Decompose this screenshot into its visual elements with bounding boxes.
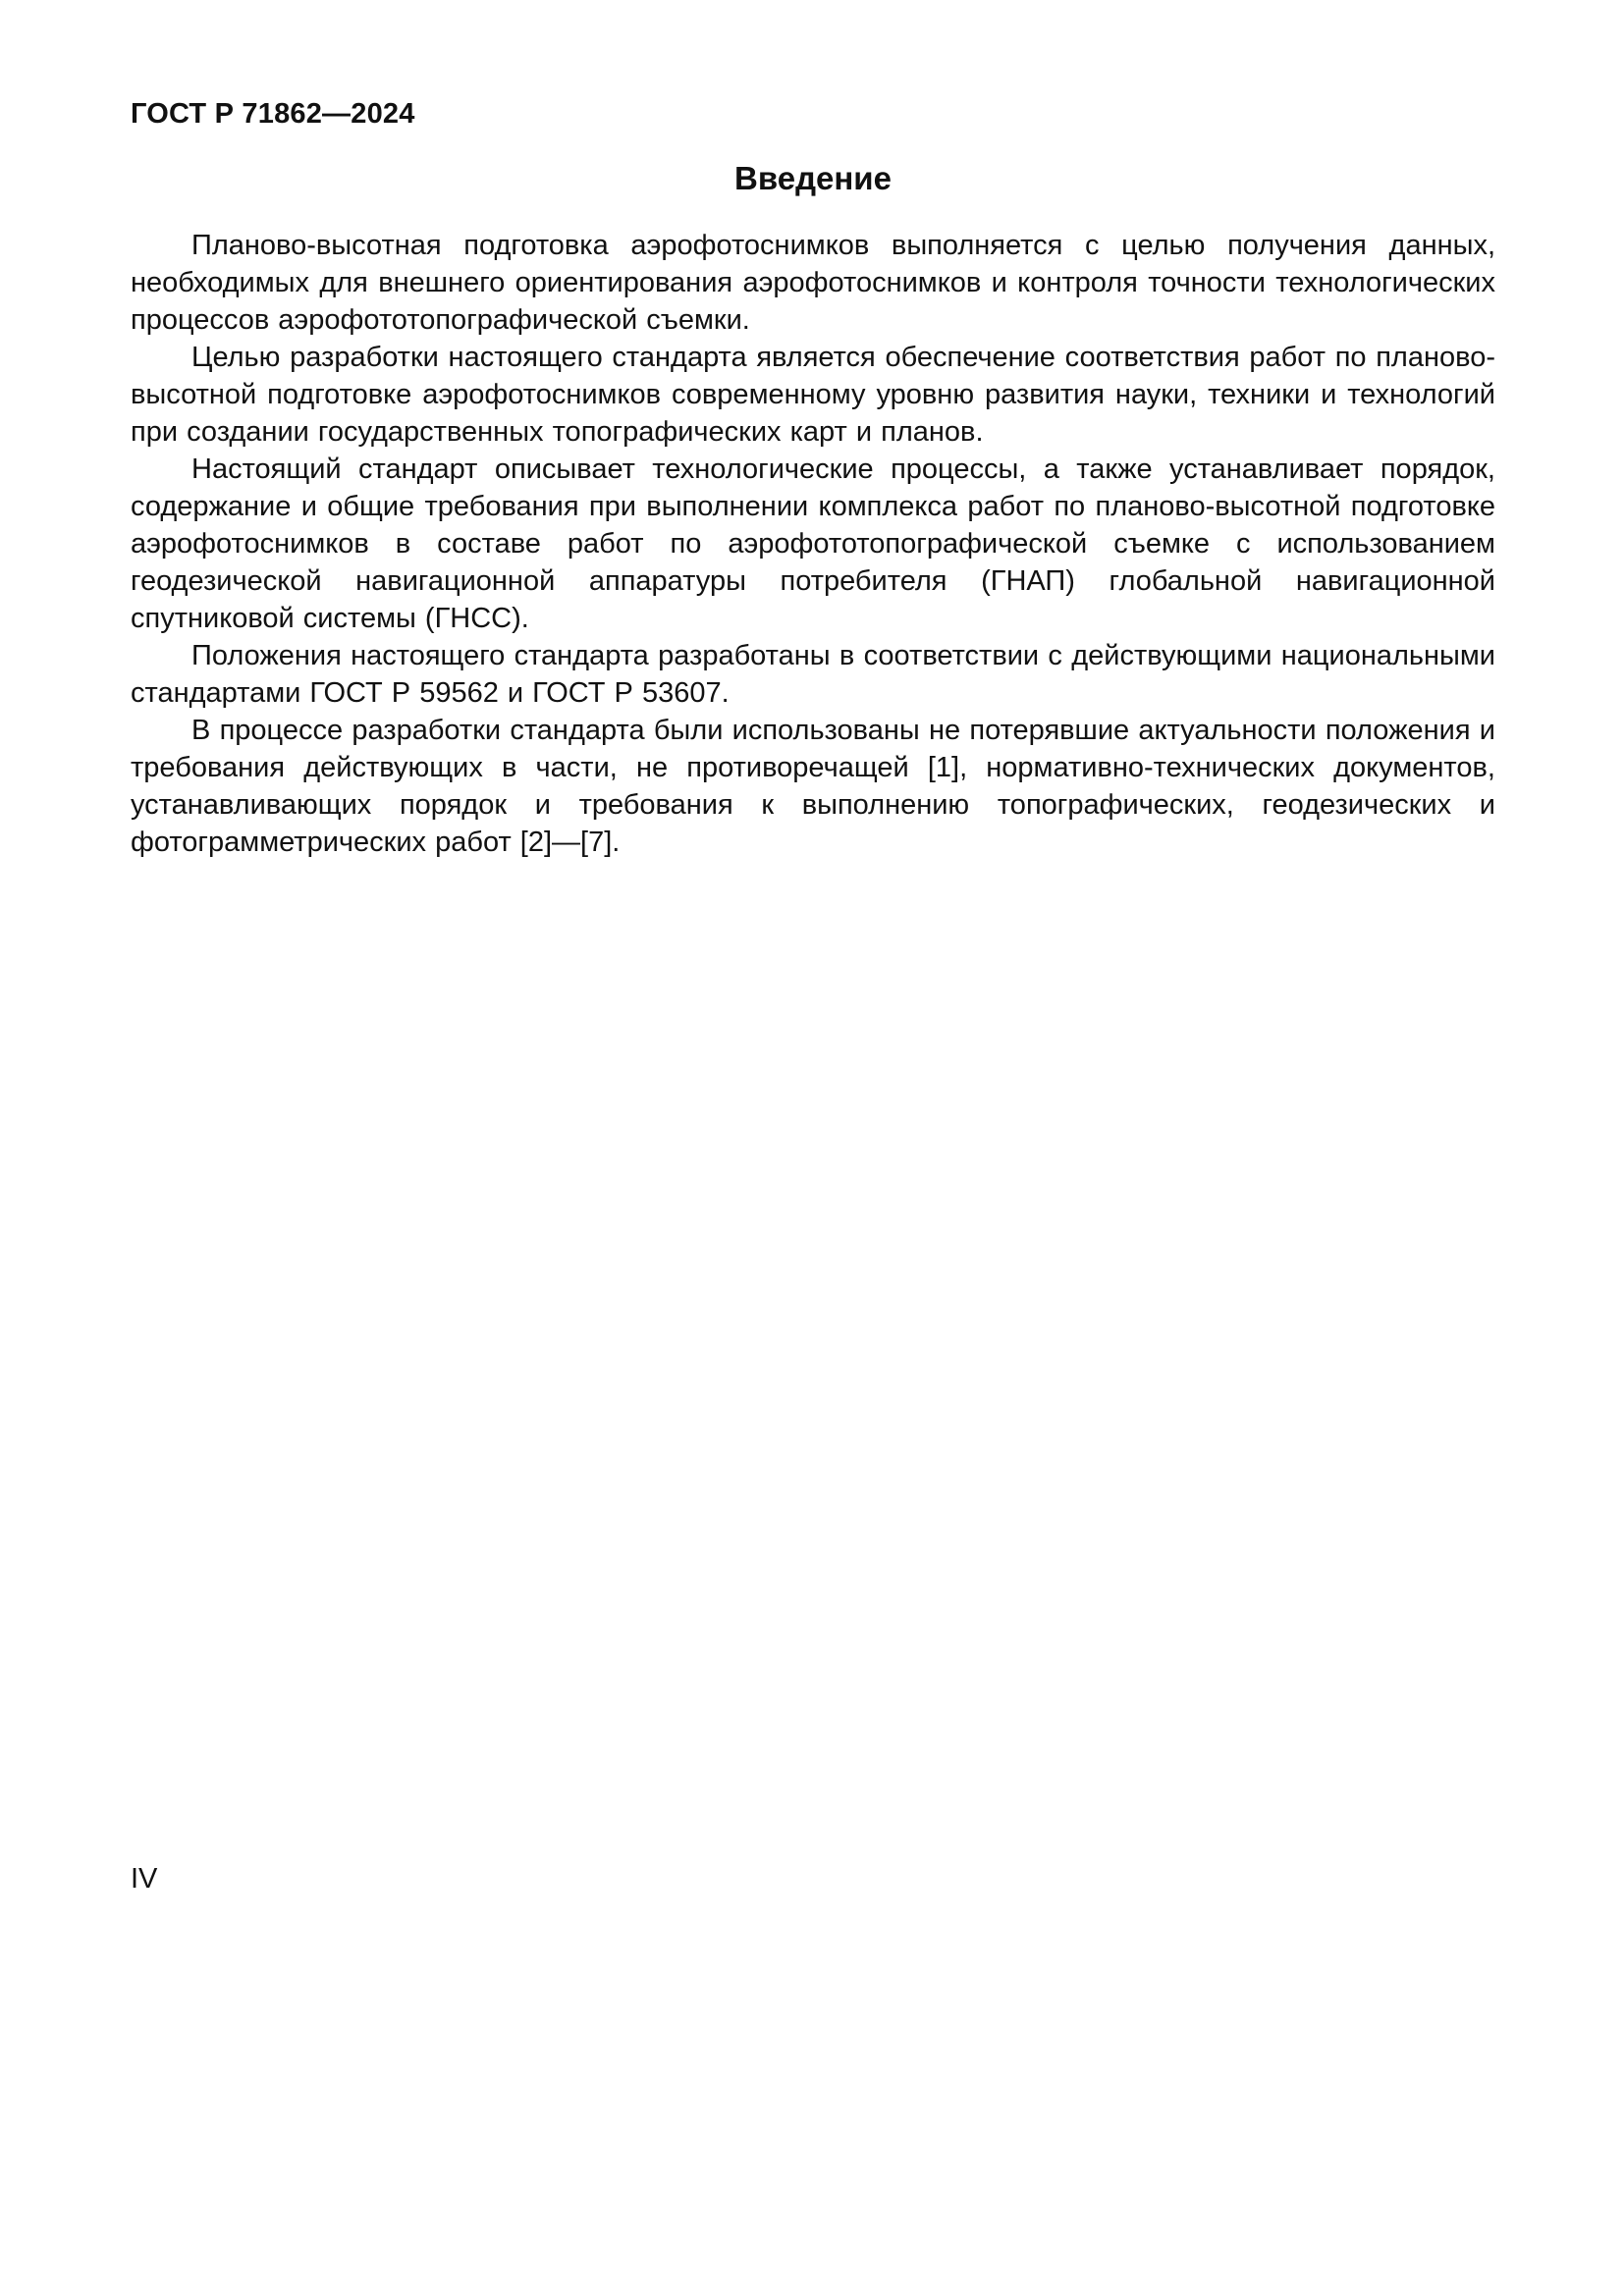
paragraph: В процессе разработки стандарта были использованы не потерявшие актуальности положения и требования действующих в части, не противоречащей [1], нормативно-технических документов, устанавливающих порядок и требования к выполнению топографических, геодезических и фотограмметрических работ [2]—[7]. — [131, 715, 1495, 858]
paragraph: Положения настоящего стандарта разработаны в соответствии с действующими национальными стандартами ГОСТ Р 59562 и ГОСТ Р 53607. — [131, 640, 1495, 709]
page-content — [131, 98, 1495, 861]
page-number: IV — [131, 1863, 158, 1895]
document-header: ГОСТ Р 71862—2024 — [131, 98, 415, 130]
section-title: Введение — [734, 160, 892, 196]
paragraph: Целью разработки настоящего стандарта является обеспечение соответствия работ по планово-высотной подготовке аэрофотоснимков современному уровню развития науки, техники и технологий при создании государственных топографических карт и планов. — [131, 342, 1495, 448]
paragraph: Настоящий стандарт описывает технологические процессы, а также устанавливает порядок, содержание и общие требования при выполнении комплекса работ по планово-высотной подготовке аэрофотоснимков в составе работ по аэрофототопографической съемке с использованием геодезической навигационной аппаратуры потребителя (ГНАП) глобальной навигационной спутниковой системы (ГНСС). — [131, 454, 1495, 634]
paragraph: Планово-высотная подготовка аэрофотоснимков выполняется с целью получения данных, необходимых для внешнего ориентирования аэрофотоснимков и контроля точности технологических процессов аэрофототопографической съемки. — [131, 230, 1495, 336]
